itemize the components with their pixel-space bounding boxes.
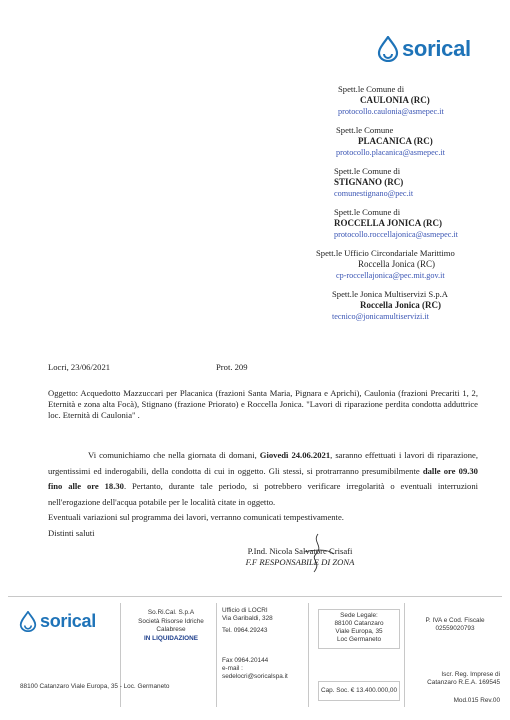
- recipient-email[interactable]: tecnico@jonicamultiservizi.it: [332, 312, 429, 321]
- legal-line: Loc Germaneto: [336, 636, 382, 643]
- recipient-prefix: Spett.le Comune di: [334, 166, 401, 176]
- office-line: Via Garibaldi, 328: [222, 615, 273, 622]
- recipient-prefix: Spett.le Comune di: [338, 84, 405, 94]
- recipient-prefix: Spett.le Ufficio Circondariale Marittimo: [316, 248, 455, 258]
- form-model-code: Mod.015 Rev.00: [453, 697, 500, 704]
- office-phone: Tel. 0964.29243: [222, 627, 268, 634]
- recipient: [334, 166, 500, 199]
- recipient: [338, 84, 500, 117]
- protocol-number: Prot. 209: [216, 362, 248, 372]
- divider: [120, 603, 121, 707]
- divider: [404, 603, 405, 707]
- registry-line: Catanzaro R.E.A. 169545: [427, 679, 500, 686]
- footer-contact: [222, 657, 302, 681]
- body-paragraph: Eventuali variazioni sul programma dei lavori, verranno comunicati tempestivamente.: [48, 512, 344, 522]
- legal-line: Viale Europa, 35: [335, 628, 383, 635]
- legal-line: 88100 Catanzaro: [334, 620, 384, 627]
- work-hours: dalle ore 09.30 fino alle ore 18.30: [48, 465, 478, 491]
- divider: [308, 603, 309, 707]
- body-text-segment: Vi comunichiamo che nella giornata di domani,: [88, 450, 260, 460]
- recipient-name: STIGNANO (RC): [334, 177, 404, 187]
- company-line: So.Ri.Cal. S.p.A: [147, 609, 195, 616]
- footer-vat: [410, 617, 500, 633]
- place-date: Locri, 23/06/2021: [48, 362, 111, 372]
- contact-line: e-mail :: [222, 665, 243, 672]
- recipient-prefix: Spett.le Jonica Multiservizi S.p.A: [332, 289, 449, 299]
- footer-company: [128, 609, 214, 643]
- vat-line: P. IVA e Cod. Fiscale: [425, 617, 485, 624]
- legal-line: Sede Legale:: [340, 612, 378, 619]
- sorical-drop-icon: [18, 611, 38, 632]
- sorical-drop-icon: [376, 36, 400, 62]
- signatory-name: P.Ind. Nicola Salvatore Crisafi: [247, 546, 353, 556]
- recipient-name: Roccella Jonica (RC): [360, 300, 441, 310]
- recipient-name: ROCCELLA JONICA (RC): [334, 218, 443, 228]
- recipient: [332, 289, 500, 322]
- recipient-email[interactable]: protocollo.caulonia@asmepec.it: [338, 107, 444, 116]
- logo-wordmark: sorical: [402, 36, 471, 61]
- signature-block: [220, 546, 380, 568]
- letter-body: [48, 448, 478, 541]
- office-line: Ufficio di LOCRI: [222, 607, 268, 614]
- body-text-segment: , saranno effettuati i lavori di riparazione, urgentissimi ed inderogabili, della condotta di cui in oggetto. Gli stessi, si protrarranno presumibilmente: [48, 450, 478, 476]
- recipients-block: [316, 84, 500, 330]
- company-line: Calabrese: [156, 626, 186, 633]
- recipient-email[interactable]: comunestignano@pec.it: [334, 189, 414, 198]
- body-text-segment: . Pertanto, durante tale periodo, si potrebbero verificare irregolarità o eventuali interruzioni nell'erogazione dell'acqua potabile per le località citate in oggetto.: [48, 481, 479, 507]
- letterhead-footer: [8, 596, 502, 714]
- footer-office: [222, 607, 302, 635]
- recipient-email[interactable]: protocollo.placanica@asmepec.it: [336, 148, 445, 157]
- signatory-role: F.F RESPONSABILE DI ZONA: [245, 557, 355, 567]
- recipient-prefix: Spett.le Comune: [336, 125, 394, 135]
- registry-line: Iscr. Reg. Imprese di: [441, 671, 500, 678]
- recipient: [334, 207, 500, 240]
- recipient-name: PLACANICA (RC): [358, 136, 433, 146]
- closing-greeting: Distinti saluti: [48, 527, 95, 538]
- subject-line: Oggetto: Acquedotto Mazzuccari per Placanica (frazioni Santa Maria, Pignara e Aprichi), Caulonia (frazioni Precariti 1, 2, Eternità e zona alta Focà), Stignano (frazione Priorato) e Roccella Jonica. "Lavori di riparazione perdita condotta adduttrice loc. Eternità di Caulonia" .: [48, 388, 478, 420]
- contact-line: Fax 0964.20144: [222, 657, 269, 664]
- footer-registry: [408, 671, 500, 687]
- recipient: [316, 248, 500, 281]
- recipient-email[interactable]: protocollo.roccellajonica@asmepec.it: [334, 230, 458, 239]
- footer-address: 88100 Catanzaro Viale Europa, 35 - Loc. Germaneto: [20, 683, 170, 690]
- recipient-prefix: Spett.le Comune di: [334, 207, 401, 217]
- recipient-name: CAULONIA (RC): [360, 95, 430, 105]
- handwritten-signature: [298, 532, 338, 576]
- contact-email[interactable]: sedelocri@soricalspa.it: [222, 673, 288, 680]
- recipient-email[interactable]: cp-roccellajonica@pec.mit.gov.it: [336, 271, 445, 280]
- footer-legal-seat: [318, 609, 400, 649]
- company-line: Società Risorse Idriche: [138, 617, 204, 625]
- body-paragraph: [48, 448, 478, 510]
- logo-wordmark: sorical: [40, 611, 96, 631]
- document-meta: [48, 362, 248, 372]
- footer-capital: Cap. Soc. € 13.400.000,00: [318, 681, 400, 701]
- company-status: IN LIQUIDAZIONE: [144, 634, 198, 642]
- footer-logo: [18, 611, 96, 632]
- recipient-name: Roccella Jonica (RC): [358, 259, 435, 269]
- work-date: Giovedì 24.06.2021: [259, 450, 331, 460]
- recipient: [336, 125, 500, 158]
- sorical-logo: [376, 36, 471, 62]
- vat-line: 02559020793: [435, 625, 475, 632]
- divider: [216, 603, 217, 707]
